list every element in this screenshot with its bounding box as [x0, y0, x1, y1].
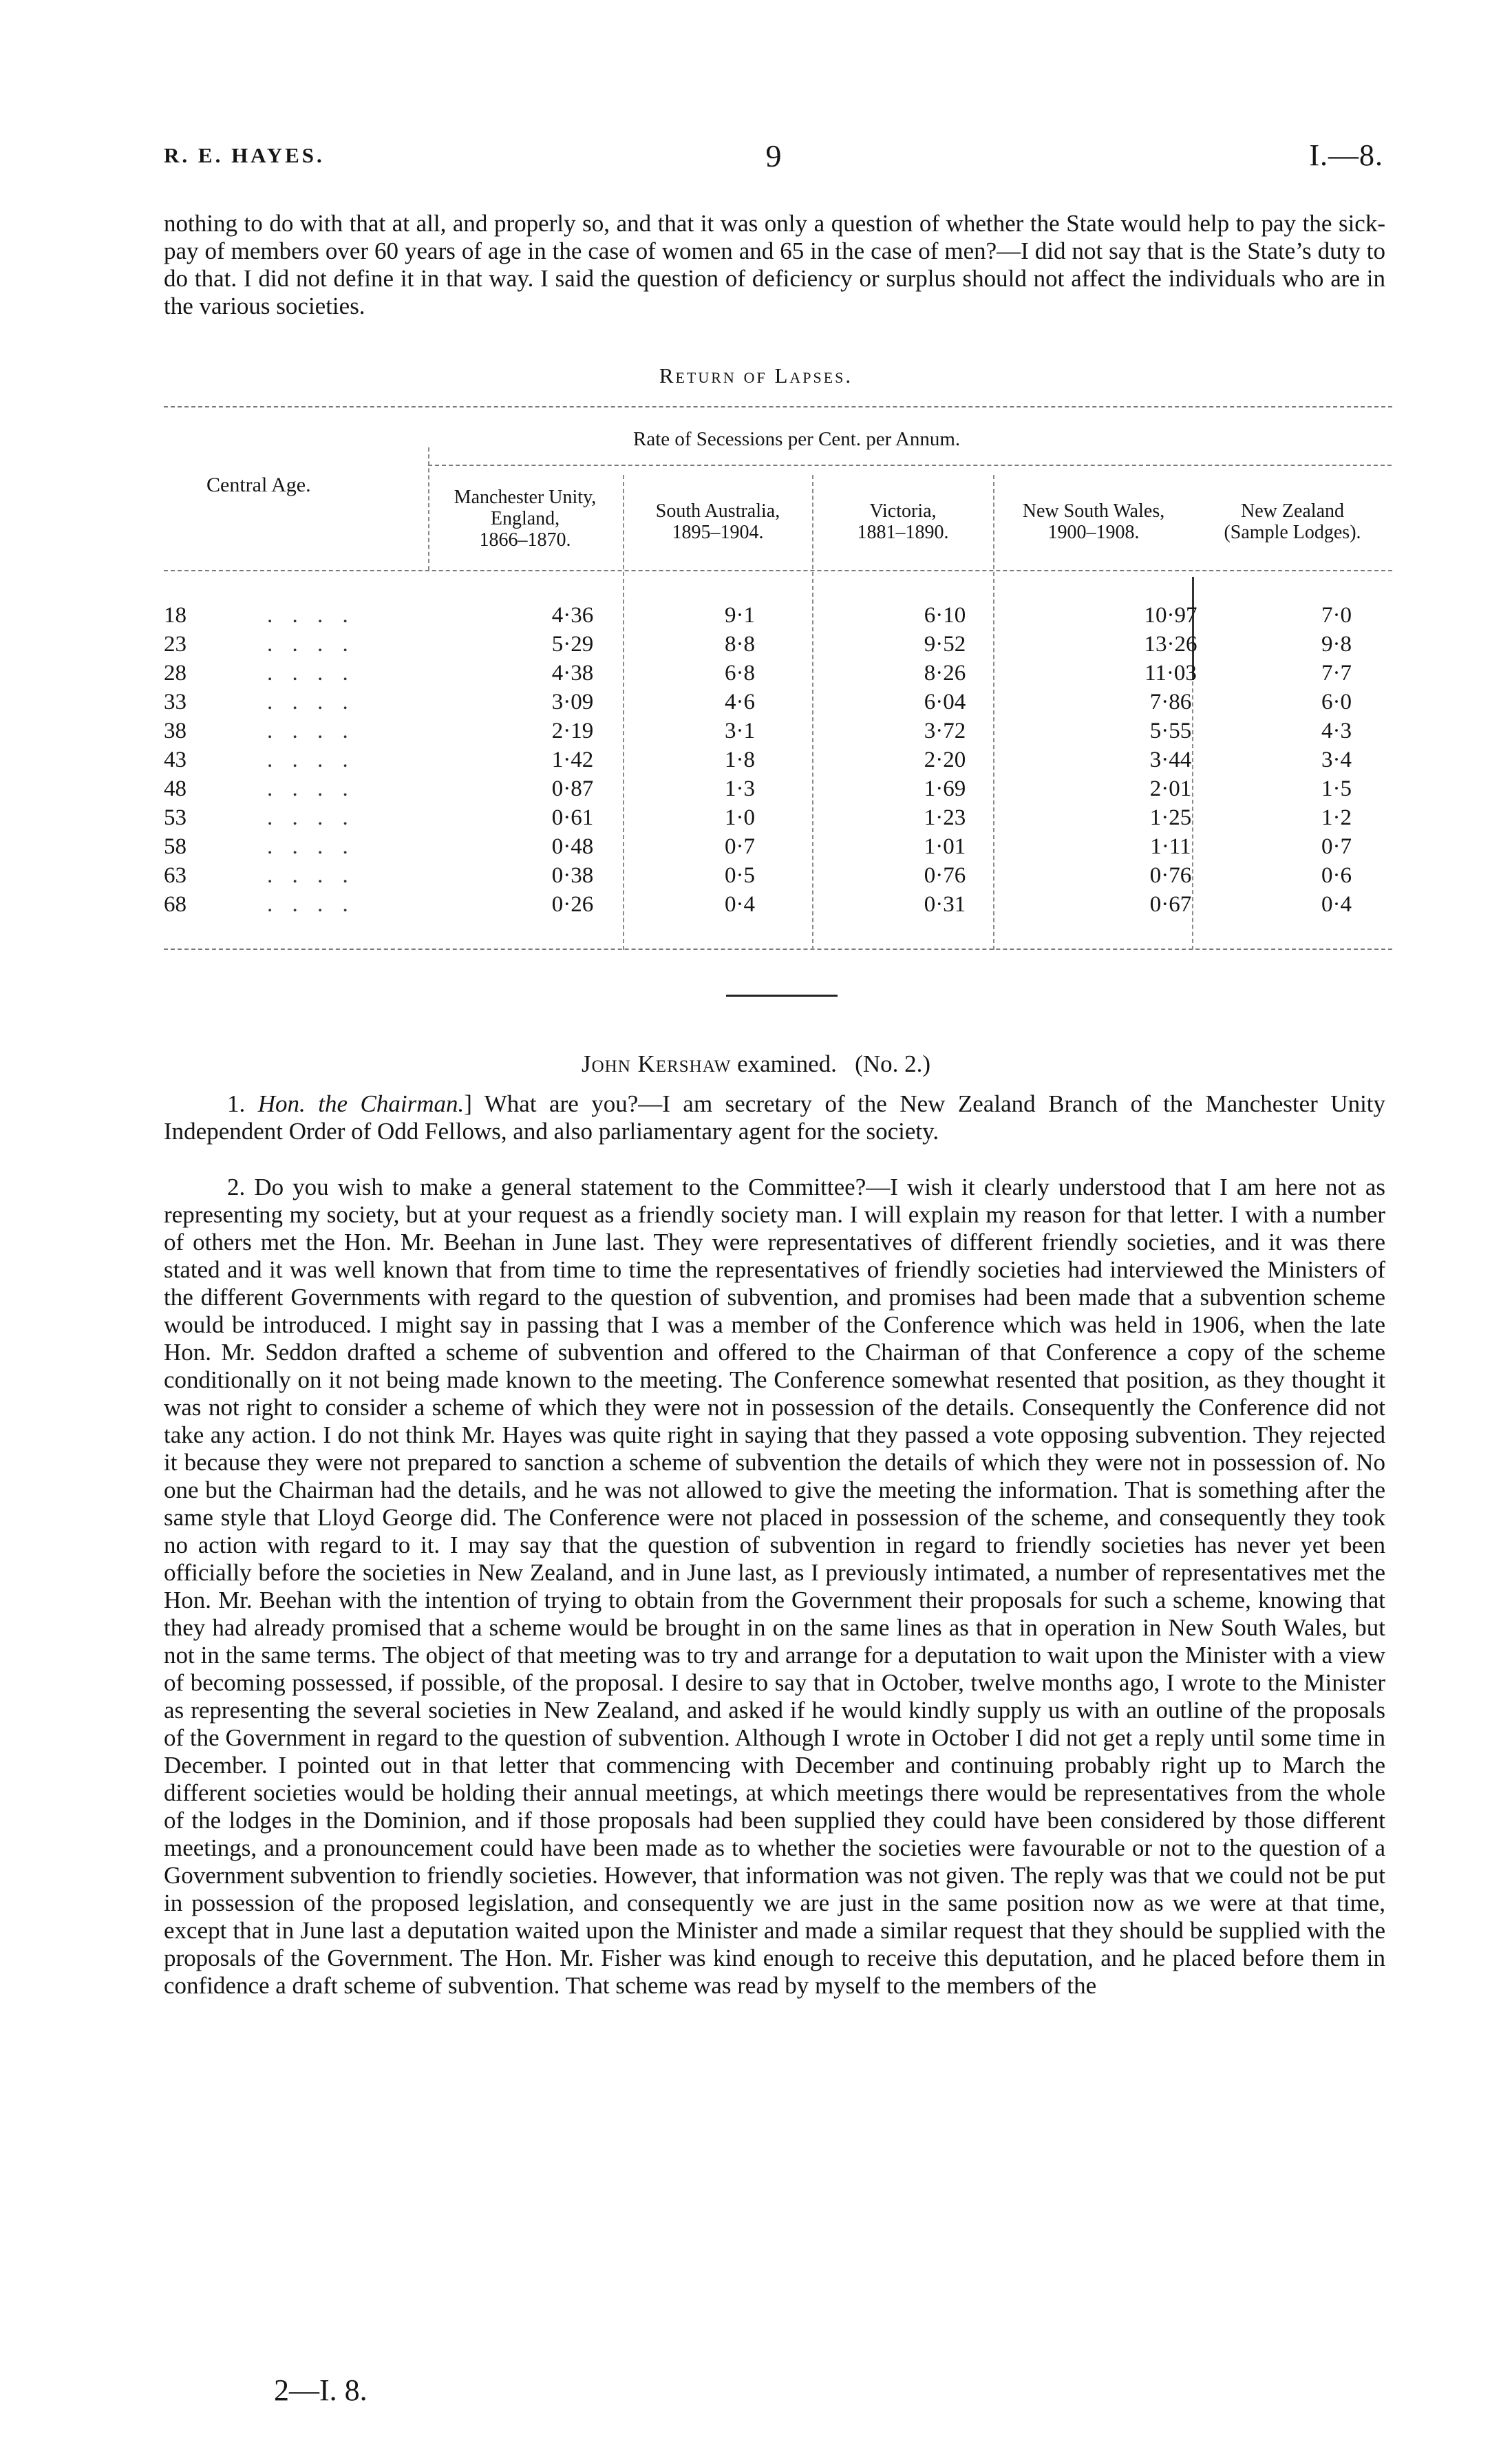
table-row: 63 . . . . 0·38 0·5 0·76 0·76 0·6 — [164, 863, 1352, 888]
table-row: 48 . . . . 0·87 1·3 1·69 2·01 1·5 — [164, 776, 1352, 801]
intro-paragraph: nothing to do with that at all, and properly so, and that it was only a question of whether the State would help to pay the sick-pay of members over 60 years of age in the case of women and 65 in the case of men?—I did not say that is the State’s duty to do that. I did not define it in that way. I said the question of deficiency or surplus should not affect the individuals who are in the various societies. — [164, 210, 1385, 319]
section-separator — [726, 995, 838, 997]
table-bottom-rule — [164, 949, 1392, 950]
question-number: 1. — [227, 1090, 246, 1117]
table-row: 68 . . . . 0·26 0·4 0·31 0·67 0·4 — [164, 892, 1352, 917]
header-author: R. E. HAYES. — [164, 143, 325, 167]
question-1-text: ] What are you?—I am secretary of the New Zealand Branch of the Manchester Unity Independent Order of Odd Fellows, and also parliamentary agent for the society. — [164, 1090, 1386, 1145]
witness-number: (No. 2.) — [855, 1050, 931, 1077]
rate-heading: Rate of Secessions per Cent. per Annum. — [633, 428, 961, 450]
document-reference: I.—8. — [1309, 138, 1383, 172]
column-header-new-south-wales: New South Wales, 1900–1908. — [1022, 500, 1165, 543]
page-number: 9 — [765, 138, 782, 173]
question-1 — [164, 1090, 1385, 1145]
speaker-name: Hon. the Chairman. — [257, 1090, 465, 1117]
table-row: 58 . . . . 0·48 0·7 1·01 1·11 0·7 — [164, 834, 1352, 859]
table-row: 23 . . . . 5·29 8·8 9·52 13·26 9·8 — [164, 632, 1352, 657]
table-row: 18 . . . . 4·36 9·1 6·10 10·97 7·0 — [164, 603, 1352, 628]
question-2: 2. Do you wish to make a general statement to the Committee?—I wish it clearly understood that I am here not as representing my society, but at your request as a friendly society man. I will explain my reason for that letter. I with a number of others met the Hon. Mr. Beehan in June last. They were representatives of different friendly societies, and it was there stated and it was well known that from time to time the representatives of friendly societies had interviewed the Ministers of the different Governments with regard to the question of subvention, and promises had been made that a subvention scheme would be introduced. I might say in passing that I was a member of the Conference which was held in 1906, when the late Hon. Mr. Seddon drafted a scheme of subvention and offered to the Chairman of that Conference a copy of the scheme conditionally on it not being made known to the meeting. The Conference somewhat resented that position, as they thought it was not right to consider a scheme of which they were not in possession of the details. Consequently the Conference did not take any action. I do not think Mr. Hayes was quite right in saying that they passed a vote opposing subvention. They rejected it because they were not prepared to sanction a scheme of subvention the details of which they were not in possession of. No one but the Chairman had the details, and he was not allowed to give the meeting the information. That is something after the same style that Lloyd George did. The Conference were not placed in possession of the scheme, and consequently they took no action with regard to it. I may say that the question of subvention in regard to friendly societies has never yet been officially before the societies in New Zealand, and in June last, as I previously intimated, a number of representatives met the Hon. Mr. Beehan with the intention of trying to obtain from the Government their proposals for such a scheme, knowing that they had already promised that a scheme would be brought in on the same lines as that in operation in New South Wales, but not in the same terms. The object of that meeting was to try and arrange for a deputation to wait upon the Minister with a view of becoming possessed, if possible, of the proposal. I desire to say that in October, twelve months ago, I wrote to the Minister as representing the several societies in New Zealand, and asked if he would kindly supply us with an outline of the proposals of the Government in regard to the question of subvention. Although I wrote in October I did not get a reply until some time in December. I pointed out in that letter that commencing with December and continuing probably right up to March the different societies would be holding their annual meetings, at which meetings there would be representatives from the whole of the lodges in the Dominion, and if those proposals had been supplied they could have been considered by those different meetings, and a pronouncement could have been made as to whether the societies were favourable or not to the question of a Government subvention to friendly societies. However, that information was not given. The reply was that we could not be put in possession of the proposed legislation, and consequently we are just in the same position now as we were at that time, except that in June last a deputation waited upon the Minister and made a similar request that they should be supplied with the proposals of the Government. The Hon. Mr. Fisher was kind enough to receive this deputation, and he placed before them in confidence a draft scheme of subvention. That scheme was read by myself to the members of the — [164, 1174, 1385, 1999]
examined-label: examined. — [737, 1050, 837, 1077]
column-header-manchester-unity: Manchester Unity, England, 1866–1870. — [454, 487, 597, 551]
table-group-rule — [428, 465, 1392, 466]
table-top-rule — [164, 406, 1392, 407]
table-row: 33 . . . . 3·09 4·6 6·04 7·86 6·0 — [164, 690, 1352, 714]
footer-signature: 2—I. 8. — [274, 2373, 368, 2407]
table-row: 53 . . . . 0·61 1·0 1·23 1·25 1·2 — [164, 805, 1352, 830]
table-row: 28 . . . . 4·38 6·8 8·26 11·03 7·7 — [164, 661, 1352, 686]
examination-heading — [0, 1050, 1512, 1078]
running-header — [164, 138, 1383, 179]
column-header-south-australia: South Australia, 1895–1904. — [655, 500, 780, 543]
column-header-new-zealand: New Zealand (Sample Lodges). — [1224, 500, 1361, 543]
table-row: 38 . . . . 2·19 3·1 3·72 5·55 4·3 — [164, 719, 1352, 743]
table-title: Return of Lapses. — [659, 363, 853, 388]
witness-name: John Kershaw — [581, 1050, 732, 1077]
column-header-victoria: Victoria, 1881–1890. — [857, 500, 949, 543]
table-header-rule — [164, 570, 1392, 571]
column-divider — [428, 447, 429, 570]
central-age-heading: Central Age. — [206, 474, 311, 496]
table-row: 43 . . . . 1·42 1·8 2·20 3·44 3·4 — [164, 748, 1352, 772]
